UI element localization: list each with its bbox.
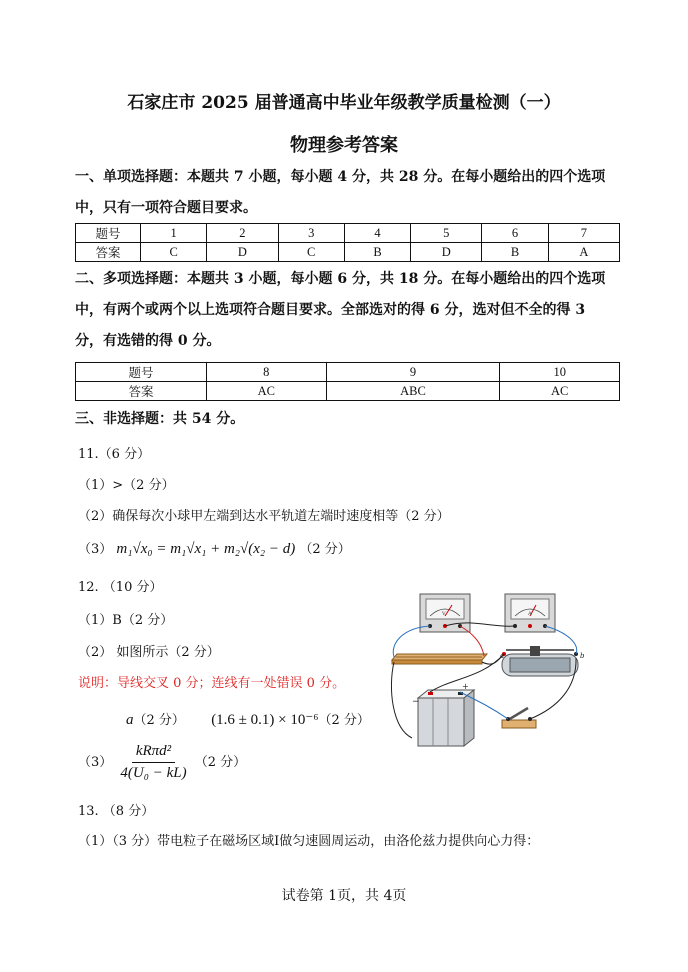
q11-part-3 bbox=[78, 538, 351, 558]
table-row bbox=[76, 382, 620, 401]
table-cell: AC bbox=[207, 382, 327, 401]
section-2-line-3: 分，有选错的得 0 分。 bbox=[75, 333, 221, 349]
q12-part-3 bbox=[78, 743, 246, 782]
q11-part-2: （2）确保每次小球甲左端到达水平轨道左端时速度相等（2 分） bbox=[78, 509, 450, 524]
q12-part-2: （2） 如图所示（2 分） bbox=[78, 645, 220, 660]
section-1-line-1: 一、单项选择题：本题共 7 小题，每小题 4 分，共 28 分。在每小题给出的四个选项 bbox=[75, 169, 606, 185]
q12-fraction bbox=[116, 743, 190, 782]
rheostat-label-a: a bbox=[500, 652, 505, 660]
section-2-line-2: 中，有两个或两个以上选项符合题目要求。全部选对的得 6 分，选对但不全的得 3 bbox=[75, 302, 586, 318]
section-3-heading: 三、非选择题：共 54 分。 bbox=[75, 411, 245, 427]
q11-formula: m₁√x₀ = m₁√x₁ + m₂√(x₂ − d) bbox=[116, 541, 296, 557]
q12-value: (1.6 ± 0.1) × 10⁻⁶ bbox=[211, 712, 319, 728]
single-choice-table bbox=[75, 223, 620, 262]
document-subtitle: 物理参考答案 bbox=[290, 135, 398, 156]
resistance-wire-board bbox=[392, 654, 487, 664]
fraction-numerator: kRπd² bbox=[132, 743, 175, 763]
battery-minus-label: − bbox=[412, 697, 420, 707]
q12-heading: 12. （10 分） bbox=[78, 580, 163, 595]
q11-part-3-prefix: （3） bbox=[78, 542, 113, 557]
q11-heading: 11.（6 分） bbox=[78, 447, 151, 462]
table-cell: 7 bbox=[548, 224, 619, 243]
table-row bbox=[76, 243, 620, 262]
table-cell: 3 bbox=[278, 224, 344, 243]
table-cell: 4 bbox=[344, 224, 410, 243]
q12-a-label: a bbox=[126, 712, 134, 728]
battery-icon bbox=[412, 682, 474, 746]
table-cell: 1 bbox=[141, 224, 207, 243]
q12-part-3-prefix: （3） bbox=[78, 755, 113, 770]
circuit-diagram bbox=[382, 588, 592, 750]
section-2-line-1: 二、多项选择题：本题共 3 小题，每小题 6 分，共 18 分。在每小题给出的四个选项 bbox=[75, 271, 606, 287]
table-header-cell: 答案 bbox=[76, 243, 141, 262]
table-cell: C bbox=[141, 243, 207, 262]
section-2-heading bbox=[75, 264, 620, 357]
table-header-cell: 答案 bbox=[76, 382, 207, 401]
table-row bbox=[76, 363, 620, 382]
q12-value-score: （2 分） bbox=[318, 713, 370, 728]
table-cell: A bbox=[548, 243, 619, 262]
q11-part-1: （1）>（2 分） bbox=[78, 478, 175, 493]
table-cell: 8 bbox=[207, 363, 327, 382]
table-row bbox=[76, 224, 620, 243]
table-cell: D bbox=[411, 243, 482, 262]
table-cell: 5 bbox=[411, 224, 482, 243]
table-cell: D bbox=[207, 243, 278, 262]
page-footer: 试卷第 1页，共 4页 bbox=[281, 888, 407, 904]
q13-heading: 13. （8 分） bbox=[78, 804, 155, 819]
table-cell: 9 bbox=[326, 363, 500, 382]
q12-answer-line bbox=[126, 709, 370, 729]
q12-a-score: （2 分） bbox=[133, 713, 185, 728]
table-header-cell: 题号 bbox=[76, 363, 207, 382]
q11-part-3-score: （2 分） bbox=[299, 542, 351, 557]
table-cell: 10 bbox=[500, 363, 620, 382]
table-cell: C bbox=[278, 243, 344, 262]
voltmeter-label: V bbox=[442, 611, 446, 617]
table-cell: B bbox=[482, 243, 548, 262]
q13-part-1: （1）（3 分）带电粒子在磁场区域Ⅰ做匀速圆周运动，由洛伦兹力提供向心力得： bbox=[78, 834, 540, 849]
section-1-line-2: 中，只有一项符合题目要求。 bbox=[75, 200, 257, 216]
table-header-cell: 题号 bbox=[76, 224, 141, 243]
multi-choice-table bbox=[75, 362, 620, 401]
table-cell: AC bbox=[500, 382, 620, 401]
fraction-denominator: 4(U₀ − kL) bbox=[120, 765, 187, 781]
rheostat-icon bbox=[500, 646, 585, 676]
table-cell: ABC bbox=[326, 382, 500, 401]
table-cell: 6 bbox=[482, 224, 548, 243]
document-title: 石家庄市 2025 届普通高中毕业年级教学质量检测（一） bbox=[127, 93, 561, 113]
rheostat-label-b: b bbox=[580, 652, 585, 660]
section-1-heading bbox=[75, 162, 620, 224]
table-cell: B bbox=[344, 243, 410, 262]
q12-part-3-score: （2 分） bbox=[194, 755, 247, 770]
table-cell: 2 bbox=[207, 224, 278, 243]
ammeter-label: A bbox=[528, 611, 532, 617]
q12-note: 说明：导线交叉 0 分；连线有一处错误 0 分。 bbox=[78, 676, 346, 691]
q12-part-1: （1）B（2 分） bbox=[78, 613, 174, 628]
battery-plus-label: + bbox=[462, 682, 469, 691]
